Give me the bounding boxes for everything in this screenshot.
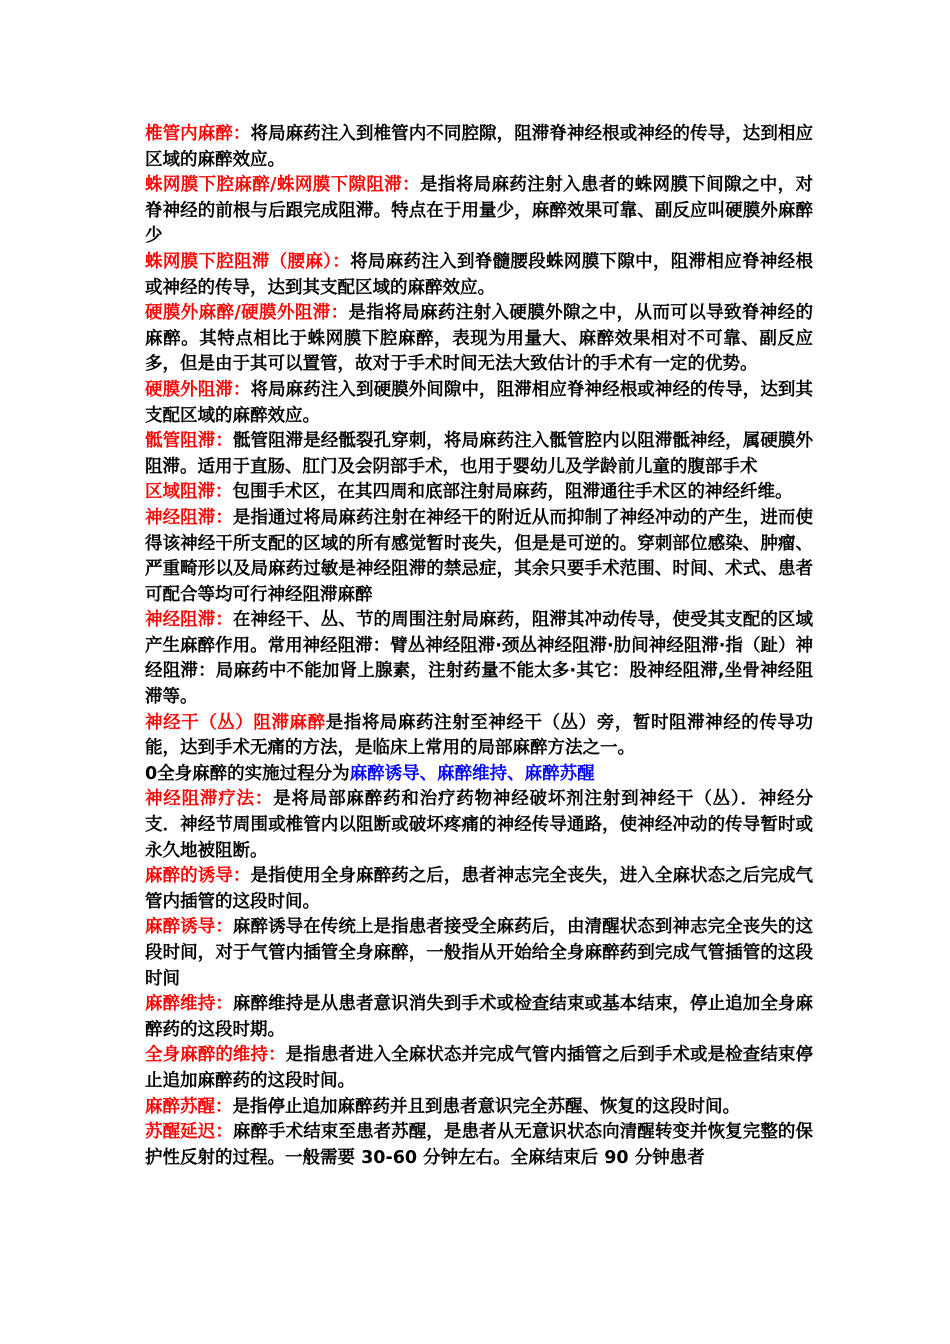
definition: 是指将局麻药注射入硬膜外隙之中，从而可以导致脊神经的麻醉。其特点相比于蛛网膜下腔麻醉，表现为用量大、麻醉效果相对不可靠、副反应多，但是由于其可以置管，故对于手术时间无法大致估计的手术有一定的优势。	[145, 303, 813, 375]
definition: 在神经干、丛、节的周围注射局麻药，阻滞其冲动传导，使受其支配的区域产生麻醉作用。常用神经阻滞：臂丛神经阻滞·颈丛神经阻滞·肋间神经阻滞·指（趾）神经阻滞：局麻药中不能加肾上腺素，注射药量不能太多·其它：股神经阻滞,坐骨神经阻滞等。	[145, 610, 813, 708]
entry-anesthesia-maintenance	[145, 992, 813, 1043]
definition: 0全身麻醉的实施过程分为	[145, 763, 350, 784]
entry-anesthesia-induction	[145, 915, 813, 992]
term: 骶管阻滞：	[145, 431, 233, 452]
document-page	[145, 122, 813, 1171]
definition: 包围手术区，在其四周和底部注射局麻药，阻滞通往手术区的神经纤维。	[232, 482, 793, 503]
entry-lumbar-anesthesia	[145, 250, 813, 301]
entry-general-anesthesia-process	[145, 762, 813, 788]
term: 苏醒延迟：	[145, 1122, 233, 1143]
definition: 麻醉维持是从患者意识消失到手术或检查结束或基本结束，停止追加全身麻醉药的这段时期。	[145, 994, 813, 1040]
definition: 是指使用全身麻醉药之后，患者神志完全丧失，进入全麻状态之后完成气管内插管的这段时间。	[145, 866, 814, 912]
definition: 将局麻药注入到脊髓腰段蛛网膜下隙中，阻滞相应脊神经根或神经的传导，达到其支配区域的麻醉效应。	[145, 251, 813, 298]
definition: 麻醉诱导在传统上是指患者接受全麻药后，由清醒状态到神志完全丧失的这段时间，对于气管内插管全身麻醉，一般指从开始给全身麻醉药到完成气管插管的这段时间	[145, 917, 813, 989]
definition: 麻醉手术结束至患者苏醒，是患者从无意识状态向清醒转变并恢复完整的保护性反射的过程。一般需要 30-60 分钟左右。全麻结束后 90 分钟患者	[145, 1122, 813, 1168]
definition: 是指患者进入全麻状态并完成气管内插管之后到手术或是检查结束停止追加麻醉药的这段时间。	[145, 1045, 814, 1091]
entry-general-anesthesia-maintenance	[145, 1043, 813, 1094]
term: 硬膜外阻滞：	[145, 379, 251, 400]
definition: 将局麻药注入到硬膜外间隙中，阻滞相应脊神经根或神经的传导，达到其支配区域的麻醉效应。	[145, 379, 814, 426]
entry-subarachnoid-anesthesia	[145, 173, 813, 250]
term: 麻醉诱导：	[145, 917, 233, 938]
definition: 将局麻药注入到椎管内不同腔隙，阻滞脊神经根或神经的传导，达到相应区域的麻醉效应。	[145, 124, 814, 170]
definition: 是指将局麻药注射入患者的蛛网膜下间隙之中，对脊神经的前根与后跟完成阻滞。特点在于用量少，麻醉效果可靠、副反应叫硬膜外麻醉少	[145, 175, 814, 247]
entry-epidural-block	[145, 378, 813, 429]
entry-nerve-block-therapy	[145, 787, 813, 864]
term: 全身麻醉的维持：	[145, 1045, 286, 1066]
entry-field-block	[145, 480, 813, 506]
entry-caudal-block	[145, 429, 813, 480]
highlight-phases: 麻醉诱导、麻醉维持、麻醉苏醒	[349, 763, 595, 784]
entry-delayed-recovery	[145, 1120, 813, 1171]
definition: 骶管阻滞是经骶裂孔穿刺，将局麻药注入骶管腔内以阻滞骶神经，属硬膜外阻滞。适用于直肠、肛门及会阴部手术，也用于婴幼儿及学龄前儿童的腹部手术	[145, 431, 813, 477]
term: 硬膜外麻醉/硬膜外阻滞：	[145, 303, 349, 324]
entry-nerve-trunk-block	[145, 711, 813, 762]
entry-spinal-anesthesia	[145, 122, 813, 173]
term: 麻醉的诱导：	[145, 866, 251, 887]
term: 区域阻滞：	[145, 482, 233, 503]
term: 神经阻滞疗法：	[145, 789, 274, 810]
entry-induction-of-anesthesia	[145, 864, 813, 915]
term: 神经阻滞：	[145, 507, 233, 528]
term: 蛛网膜下腔阻滞（腰麻）：	[145, 251, 351, 272]
entry-nerve-block-2	[145, 608, 813, 710]
definition: 是指通过将局麻药注射在神经干的附近从而抑制了神经冲动的产生，进而使得该神经干所支配的区域的所有感觉暂时丧失，但是是可逆的。穿刺部位感染、肿瘤、严重畸形以及局麻药过敏是神经阻滞的禁忌症，其余只要手术范围、时间、术式、患者可配合等均可行神经阻滞麻醉	[145, 507, 813, 605]
entry-epidural-anesthesia	[145, 301, 813, 378]
term: 麻醉维持：	[145, 994, 233, 1015]
definition: 是指将局麻药注射至神经干（丛）旁，暂时阻滞神经的传导功能，达到手术无痛的方法，是临床上常用的局部麻醉方法之一。	[145, 712, 814, 759]
definition: 是指停止追加麻醉药并且到患者意识完全苏醒、恢复的这段时间。	[232, 1096, 740, 1117]
definition: 是将局部麻醉药和治疗药物神经破坏剂注射到神经干（丛）．神经分支．神经节周围或椎管内以阻断或破坏疼痛的神经传导通路，使神经冲动的传导暂时或永久地被阻断。	[145, 789, 813, 861]
entry-anesthesia-recovery	[145, 1095, 813, 1121]
term: 神经干（丛）阻滞麻醉	[145, 712, 326, 733]
term: 蛛网膜下腔麻醉/蛛网膜下隙阻滞：	[145, 175, 420, 196]
term: 神经阻滞：	[145, 610, 233, 631]
term: 麻醉苏醒：	[145, 1096, 233, 1117]
entry-nerve-block-1	[145, 506, 813, 608]
term: 椎管内麻醉：	[145, 124, 251, 144]
